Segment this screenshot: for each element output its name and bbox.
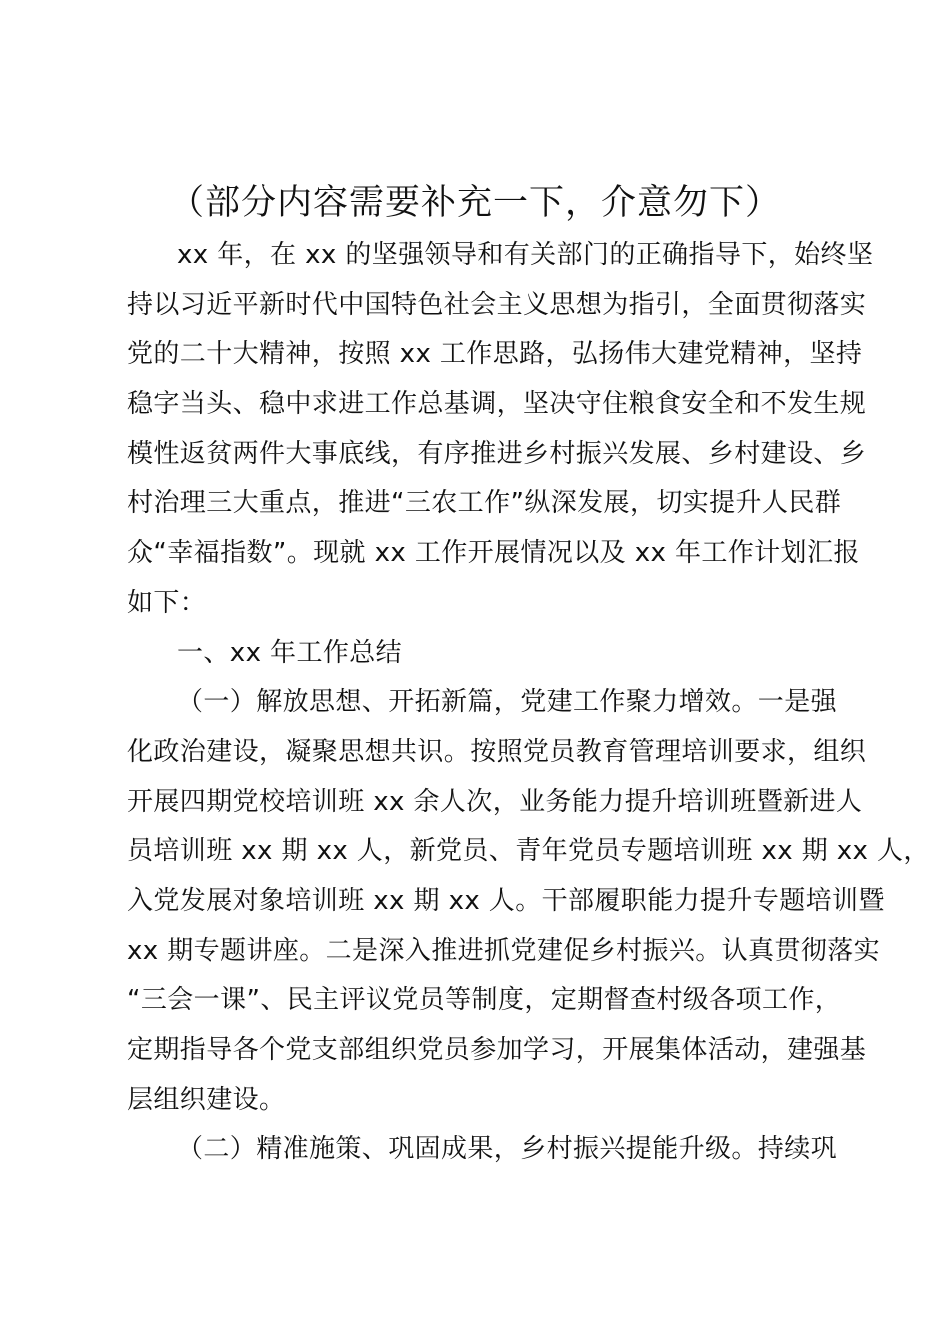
- paragraph-line: 党的二十大精神，按照 xx 工作思路，弘扬伟大建党精神，坚持: [127, 339, 863, 370]
- paragraph-line: 众“幸福指数”。现就 xx 工作开展情况以及 xx 年工作计划汇报: [127, 538, 860, 569]
- paragraph-line: 开展四期党校培训班 xx 余人次，业务能力提升培训班暨新进人: [127, 786, 863, 817]
- paragraph-line: 定期指导各个党支部组织党员参加学习，开展集体活动，建强基: [127, 1035, 867, 1065]
- document-body: [127, 231, 930, 1175]
- paragraph-line: 如下：: [127, 587, 207, 618]
- paragraph-line: 层组织建设。: [127, 1084, 286, 1115]
- paragraph-line: xx 期专题讲座。二是深入推进抓党建促乡村振兴。认真贯彻落实: [127, 935, 881, 966]
- paragraph-line: 员培训班 xx 期 xx 人，新党员、青年党员专题培训班 xx 期 xx 人，: [127, 836, 930, 867]
- paragraph-line: （二）精准施策、巩固成果，乡村振兴提能升级。持续巩: [177, 1134, 838, 1165]
- paragraph-line: 模性返贫两件大事底线，有序推进乡村振兴发展、乡村建设、乡: [127, 438, 867, 469]
- paragraph-line: “三会一课”、民主评议党员等制度，定期督查村级各项工作，: [127, 985, 842, 1016]
- paragraph-line: 稳字当头、稳中求进工作总基调，坚决守住粮食安全和不发生规: [127, 389, 867, 420]
- paragraph-line: 入党发展对象培训班 xx 期 xx 人。干部履职能力提升专题培训暨: [127, 885, 885, 916]
- paragraph-line: 持以习近平新时代中国特色社会主义思想为指引，全面贯彻落实: [127, 289, 867, 320]
- paragraph-line: xx 年，在 xx 的坚强领导和有关部门的正确指导下，始终坚: [177, 240, 874, 270]
- paragraph-line: 村治理三大重点，推进“三农工作”纵深发展，切实提升人民群: [127, 488, 842, 519]
- document-title: （部分内容需要补充一下，介意勿下）: [168, 183, 781, 223]
- paragraph-line: 化政治建设，凝聚思想共识。按照党员教育管理培训要求，组织: [127, 736, 867, 767]
- paragraph-line: （一）解放思想、开拓新篇，党建工作聚力增效。一是强: [177, 687, 838, 718]
- section-heading: 一、xx 年工作总结: [177, 637, 403, 668]
